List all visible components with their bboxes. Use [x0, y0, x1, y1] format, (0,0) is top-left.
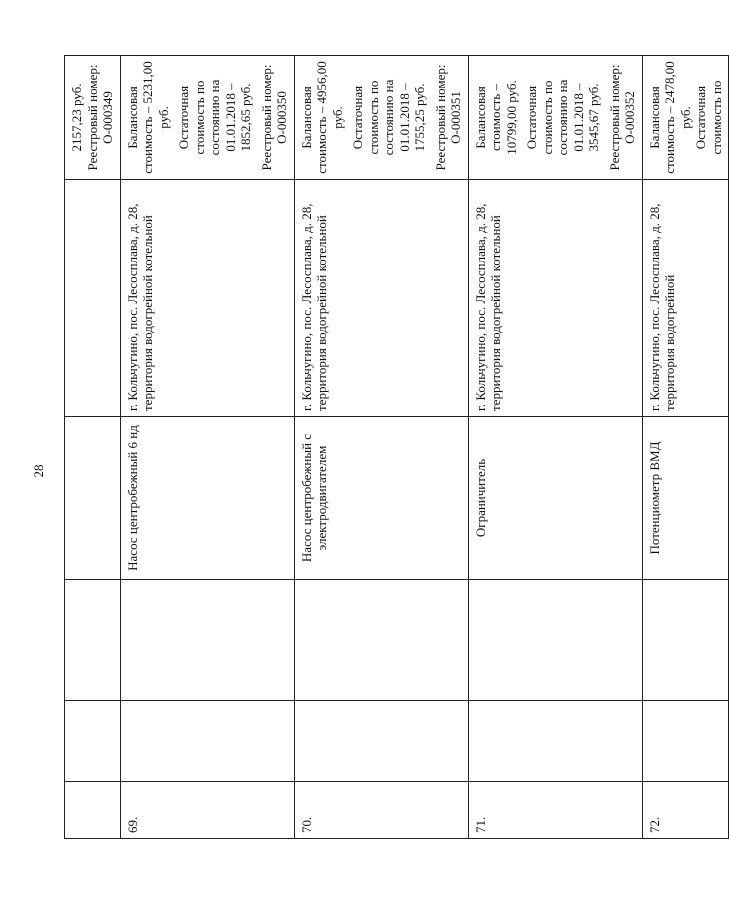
cell-num [65, 782, 121, 839]
residual-cost: Остаточная стоимость по состоянию на 01.01.2018 – 1852,65 руб. [176, 79, 253, 156]
item-name: Потенциометр ВМД [642, 417, 729, 580]
cell-empty [120, 701, 294, 782]
residual-cost: Остаточная стоимость по состоянию на 01.01.2018 – 1755,25 руб. [350, 79, 427, 156]
table-row [120, 56, 294, 839]
cell-address [65, 180, 121, 417]
row-number: 70. [294, 782, 468, 839]
item-cost [468, 56, 642, 180]
item-address: г. Кольчугино, пос. Лесосплава, д. 28, территория водогрейной [642, 180, 729, 417]
residual-cost: Остаточная стоимость по состоянию на 01.01.2018 – 3545,67 руб. [524, 79, 601, 156]
item-name: Ограничитель [468, 417, 642, 580]
table-row [468, 56, 642, 839]
cell-empty [642, 701, 729, 782]
balance-cost: Балансовая стоимость – 10799,00 руб. [472, 80, 519, 155]
item-address: г. Кольчугино, пос. Лесосплава, д. 28, территория водогрейной котельной [294, 180, 468, 417]
cell-empty [468, 701, 642, 782]
item-cost [642, 56, 729, 180]
cell-empty [65, 701, 121, 782]
row-number: 71. [468, 782, 642, 839]
continued-line: Реестровый номер: [84, 64, 100, 171]
cell-name [65, 417, 121, 580]
table-row [642, 56, 729, 839]
continued-line: О-000349 [100, 91, 115, 144]
rotated-table-container [64, 55, 724, 839]
cell-empty [642, 580, 729, 701]
row-number: 69. [120, 782, 294, 839]
table-row [294, 56, 468, 839]
registry-number: Реестровый номер: О-000352 [606, 64, 637, 171]
item-cost [294, 56, 468, 180]
cell-empty [65, 580, 121, 701]
item-address: г. Кольчугино, пос. Лесосплава, д. 28, территория водогрейной котельной [120, 180, 294, 417]
balance-cost: Балансовая стоимость – 2478,00 руб. [646, 61, 693, 174]
cell-empty [468, 580, 642, 701]
property-register-table [64, 55, 729, 839]
registry-number: Реестровый номер: О-000351 [432, 64, 463, 171]
page-number: 28 [31, 464, 46, 478]
table-row-continued [65, 56, 121, 839]
row-number: 72. [642, 782, 729, 839]
continued-line: 2157,23 руб. [69, 83, 84, 152]
balance-cost: Балансовая стоимость – 5231,00 руб. [124, 61, 171, 174]
registry-number: Реестровый номер: О-000350 [258, 64, 289, 171]
item-cost [120, 56, 294, 180]
residual-cost: Остаточная стоимость по [693, 80, 724, 155]
item-name: Насос центробежный 6 нд [120, 417, 294, 580]
cell-cost-continued [65, 56, 121, 180]
balance-cost: Балансовая стоимость – 4956,00 руб. [298, 61, 345, 174]
cell-empty [120, 580, 294, 701]
cell-empty [294, 580, 468, 701]
item-name: Насос центробежный с электродвигателем [294, 417, 468, 580]
cell-empty [294, 701, 468, 782]
item-address: г. Кольчугино, пос. Лесосплава, д. 28, территория водогрейной котельной [468, 180, 642, 417]
